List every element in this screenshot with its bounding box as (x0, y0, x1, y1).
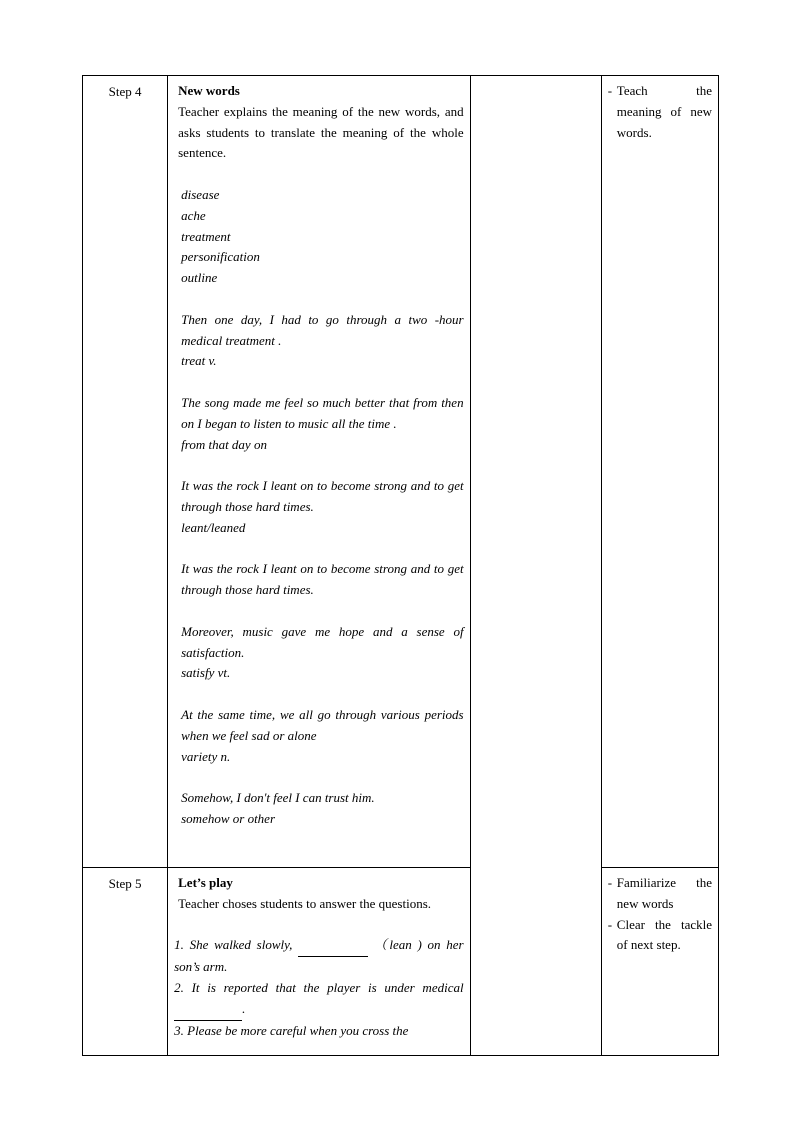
answer-blank (174, 999, 242, 1021)
example-note: somehow or other (181, 810, 276, 826)
step-5-content-cell (168, 868, 470, 1056)
step-4-purpose-cell (601, 76, 718, 868)
exercise-item (174, 935, 463, 978)
step-4-content-cell (168, 76, 470, 868)
example-sentence: Somehow, I don't feel I can trust him. (181, 790, 375, 806)
step-5-row (83, 868, 719, 1056)
word-list (178, 185, 463, 289)
step-5-purpose-cell (601, 868, 718, 1056)
example-block (178, 310, 463, 372)
example-sentence: It was the rock I leant on to become strong and to get through those hard times. (181, 478, 464, 514)
purpose-item: - Teach the meaning of new words. (608, 81, 712, 143)
exercise-item (174, 1021, 463, 1042)
word-item: personification (181, 249, 260, 265)
purpose-item: - Familiarize the new words (608, 873, 712, 915)
example-sentence: It was the rock I leant on to become strong and to get through those hard times. (181, 561, 464, 598)
example-sentence: At the same time, we all go through various periods when we feel sad or alone (181, 706, 464, 743)
example-sentence: Then one day, I had to go through a two -hour medical treatment . (181, 311, 464, 348)
purpose-text: Familiarize the new words (616, 875, 712, 911)
example-block (178, 476, 463, 538)
step-title: New words (178, 83, 240, 98)
lesson-plan-table (82, 75, 719, 1056)
example-block (178, 788, 463, 830)
step-4-label-cell (83, 76, 168, 868)
purpose-text: Teach the meaning of new words. (616, 83, 712, 140)
example-note: satisfy vt. (181, 665, 231, 681)
example-block (178, 622, 463, 684)
exercise-text: 2. It is reported that the player is under medical (174, 979, 464, 995)
word-item: disease (181, 186, 220, 202)
answer-blank (298, 935, 368, 957)
step-title: Let’s play (178, 875, 233, 890)
exercise-text: 1. She walked slowly, (174, 937, 293, 953)
purpose-item: - Clear the tackle of next step. (608, 915, 712, 957)
example-block (178, 559, 463, 601)
exercise-item (174, 978, 463, 1021)
word-item: treatment (181, 228, 231, 244)
exercise-text: . (242, 1000, 246, 1016)
example-sentence: Moreover, music gave me hope and a sense of satisfaction. (181, 623, 464, 660)
exercise-text: （lean ) on her son’s arm. (174, 937, 464, 975)
step-label: Step 4 (108, 84, 142, 99)
empty-column-cell (470, 76, 601, 1056)
example-note: leant/leaned (181, 519, 246, 535)
word-item: ache (181, 207, 206, 223)
step-5-label-cell (83, 868, 168, 1056)
example-note: variety n. (181, 748, 231, 764)
step-label: Step 5 (108, 876, 142, 891)
step-description: Teacher choses students to answer the questions. (178, 895, 432, 911)
example-block (178, 393, 463, 455)
example-sentence: The song made me feel so much better that from then on I began to listen to music all the time . (181, 394, 464, 431)
example-note: from that day on (181, 436, 267, 452)
step-description: Teacher explains the meaning of the new words, and asks students to translate the meaning of the whole sentence. (178, 103, 464, 161)
example-note: treat v. (181, 353, 217, 369)
step-4-row (83, 76, 719, 868)
example-block (178, 705, 463, 767)
exercise-text: 3. Please be more careful when you cross the (174, 1022, 409, 1038)
word-item: outline (181, 270, 218, 286)
purpose-text: Clear the tackle of next step. (616, 916, 712, 953)
